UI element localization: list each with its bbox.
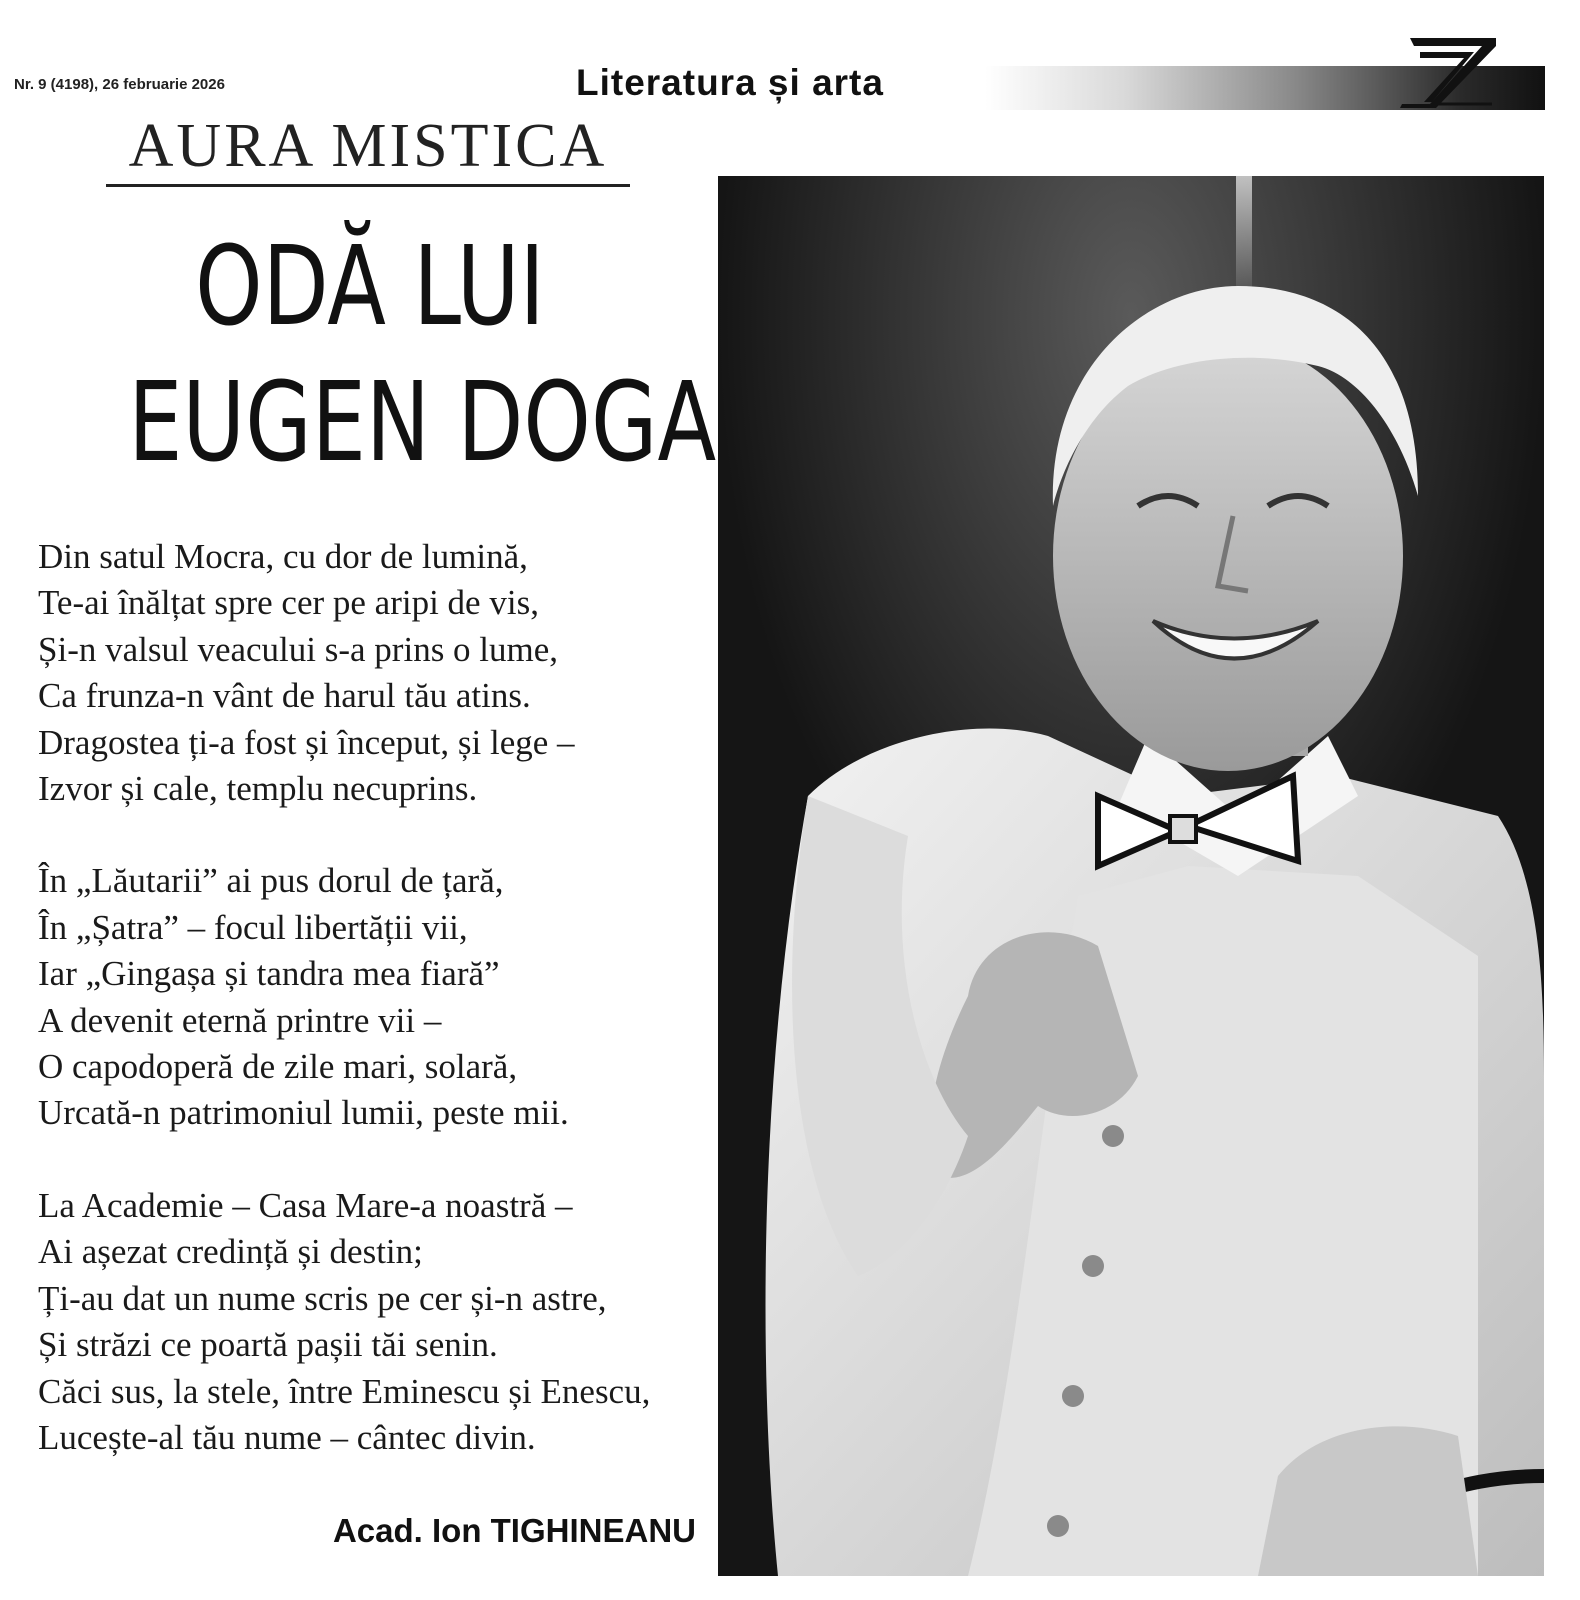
title-line: ODĂ LUI [195,222,545,350]
verse: Din satul Mocra, cu dor de lumină, [38,537,528,576]
stanza [38,1183,698,1461]
verse: Te-ai înălțat spre cer pe aripi de vis, [38,583,539,623]
verse: Și-n valsul veacului s-a prins o lume, [38,629,559,669]
rubric-heading: AURA MISTICA [106,108,630,187]
verse: Lucește-al tău nume – cântec divin. [38,1417,536,1457]
verse: În „Șatra” – focul libertății vii, [38,907,468,947]
verse: O capodoperă de zile mari, solară, [38,1047,518,1087]
verse: Urcată-n patrimoniul lumii, peste mii. [38,1093,569,1133]
verse: În „Lăutarii” ai pus dorul de țară, [38,861,504,901]
verse: Dragostea ți-a fost și început, și lege – [38,722,575,762]
verse: Ți-au dat un nume scris pe cer și-n astre, [38,1278,607,1318]
verse: Iar „Gingașa și tandra mea fiară” [38,954,500,994]
verse: A devenit eternă printre vii – [38,1000,442,1040]
verse: La Academie – Casa Mare-a noastră – [38,1185,573,1225]
stanza [38,534,698,812]
verse: Căci sus, la stele, între Eminescu și Enescu, [38,1371,651,1411]
portrait-photo [718,176,1544,1576]
page-number-7-icon [1392,30,1502,114]
verse: Și străzi ce poartă pașii tăi senin. [38,1325,498,1365]
article-title [128,218,717,490]
portrait-photo-icon [718,176,1544,1576]
masthead-title: Literatura și arta [576,62,884,103]
issue-info: Nr. 9 (4198), 26 februarie 2026 [14,76,225,93]
title-line: EUGEN DOGA [128,358,717,486]
poem [38,534,698,1507]
verse: Ai așezat credință și destin; [38,1232,423,1272]
author-signature: Acad. Ion TIGHINEANU [332,1512,696,1549]
verse: Ca frunza-n vânt de harul tău atins. [38,676,531,716]
stanza [38,858,698,1136]
verse: Izvor și cale, templu necuprins. [38,769,478,809]
